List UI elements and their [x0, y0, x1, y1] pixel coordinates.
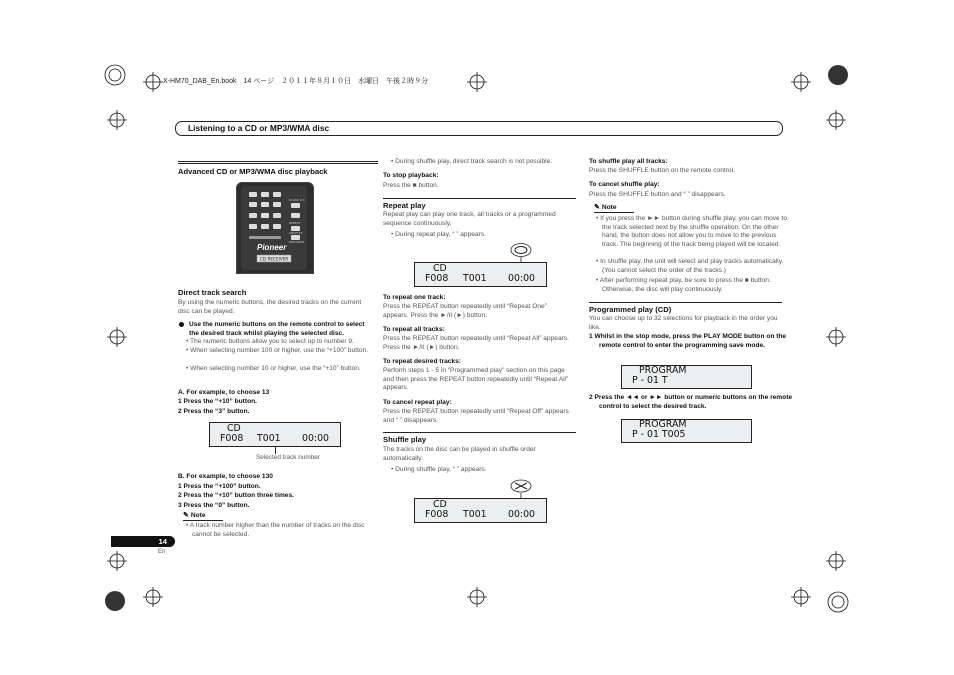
note-bullet-3-text: After performing repeat play, be sure to press the ■ button. Otherwise, the disc will play continuously. — [599, 277, 771, 293]
lcd-track: T001 — [257, 433, 281, 444]
lcd-display-direct — [209, 422, 341, 447]
bullet-2-text: When selecting number 100 or higher, use the “+100” button. — [190, 347, 369, 354]
pencil-note-icon: ✎ — [594, 204, 600, 211]
repeat-all-title: To repeat all tracks: — [383, 326, 445, 333]
page-language: En — [158, 549, 166, 555]
example-b-step-3: 3 Press the “0” button. — [178, 502, 250, 509]
lcd-display-program-a — [621, 365, 752, 389]
lcd-caption: Selected track number — [256, 454, 320, 461]
lcd-program-line2: P - 01 T005 — [632, 429, 686, 440]
note-title: Note — [601, 204, 617, 211]
chapter-header-bar — [175, 121, 783, 136]
lcd-folder: F008 — [425, 509, 449, 520]
lcd-folder: F008 — [425, 273, 449, 284]
stop-text: Press the ■ button. — [383, 182, 439, 189]
programmed-step-2: 2 Press the ◄◄ or ►► button or numeric buttons on the remote control to select the desired track. — [589, 394, 793, 410]
svg-text:SHUFFLE: SHUFFLE — [289, 231, 303, 235]
example-b-step-1: 1 Press the “+100” button. — [178, 483, 261, 490]
cancel-shuffle-text: Press the SHUFFLE button and “ ” disappears. — [589, 191, 726, 198]
shuffle-text: The tracks on the disc can be played in shuffle order automatically. — [383, 446, 536, 462]
lcd-folder: F008 — [220, 433, 244, 444]
programmed-rule — [589, 302, 782, 303]
section-rule-top2 — [178, 163, 378, 164]
shuffle-all-title: To shuffle play all tracks: — [589, 158, 668, 165]
note-title: Note — [190, 512, 206, 519]
bullet-1: • The numeric buttons allow you to select up to number 9. — [186, 338, 354, 345]
bullet-2: • When selecting number 100 or higher, use the “+100” button. — [186, 347, 369, 354]
lcd-time: 00:00 — [508, 509, 536, 520]
repeat-desired-title: To repeat desired tracks: — [383, 358, 461, 365]
svg-text:CD RECEIVER: CD RECEIVER — [260, 256, 289, 262]
repeat-indicator-icon — [509, 242, 533, 264]
repeat-title: Repeat play — [383, 201, 426, 210]
remote-control-illustration — [236, 182, 314, 274]
pencil-note-icon: ✎ — [183, 512, 189, 519]
shuffle-title: Shuffle play — [383, 435, 427, 444]
note-bullet-1-text: If you press the ►► button during shuffle play, you can move to the track selected next by the shuffle operation. On the other hand, the button does not allow you to move to the previous track. The beginning of the track being played will be located. — [600, 215, 788, 248]
bullet-3-text: When selecting number 10 or higher, use the “+10” button. — [190, 365, 361, 372]
example-b-title: B. For example, to choose 130 — [178, 473, 273, 480]
bullet-3: • When selecting number 10 or higher, use the “+10” button. — [186, 365, 361, 372]
bullet-1-text: The numeric buttons allow you to select up to number 9. — [190, 338, 354, 345]
shuffle-rule — [383, 432, 576, 433]
repeat-text: Repeat play can play one track, all tracks or a programmed sequence continuously. — [383, 211, 556, 227]
page-number-tab — [111, 536, 175, 547]
lcd-track: T001 — [463, 509, 487, 520]
note-bullet-2-text: In shuffle play, the unit will select and play tracks automatically. (You cannot select the order of the tracks.) — [600, 258, 784, 274]
use-numeric-instruction: Use the numeric buttons on the remote control to select the desired track whilst playing the selected disc. — [189, 321, 365, 337]
lcd-display-repeat — [414, 262, 547, 287]
cancel-shuffle-title: To cancel shuffle play: — [589, 181, 660, 188]
note-bullet-3: • After performing repeat play, be sure to press the ■ button. Otherwise, the disc will play continuously. — [596, 277, 771, 293]
lcd-time: 00:00 — [302, 433, 330, 444]
example-a-step-2: 2 Press the “3” button. — [178, 408, 250, 415]
file-info: X-HM70_DAB_En.book 14 ページ ２０１１年８月１０日 水曜日 午後２時９分 — [163, 78, 429, 85]
note-bullet-2: • In shuffle play, the unit will select and play tracks automatically. (You cannot select the order of the tracks.) — [596, 258, 784, 274]
example-b-step-2: 2 Press the “+10” button three times. — [178, 492, 294, 499]
repeat-bullet-text: During repeat play, “ ” appears. — [395, 231, 486, 238]
lcd-line1: CD — [433, 499, 447, 510]
section-title: Advanced CD or MP3/WMA disc playback — [178, 167, 328, 176]
shuffle-bullet-text: During shuffle play, “ ” appears. — [395, 466, 487, 473]
example-a-step-1: 1 Press the “+10” button. — [178, 398, 257, 405]
lcd-line1: CD — [433, 263, 447, 274]
lcd-program-line1: PROGRAM — [639, 419, 687, 430]
repeat-bullet: • During repeat play, “ ” appears. — [391, 231, 486, 238]
stop-title: To stop playback: — [383, 172, 439, 179]
chapter-title: Listening to a CD or MP3/WMA disc — [188, 123, 330, 133]
example-a-title: A. For example, to choose 13 — [178, 389, 270, 396]
shuffle-all-text: Press the SHUFFLE button on the remote control. — [589, 167, 735, 174]
svg-text:REPEAT: REPEAT — [289, 221, 301, 225]
direct-track-title: Direct track search — [178, 288, 247, 297]
programmed-title: Programmed play (CD) — [589, 305, 672, 314]
repeat-rule — [383, 198, 576, 199]
cancel-repeat-text: Press the REPEAT button repeatedly until “Repeat Off” appears and “ ” disappears. — [383, 408, 569, 424]
repeat-all-text: Press the REPEAT button repeatedly until “Repeat All” appears. Press the ►/II (►) button. — [383, 335, 569, 351]
lcd-display-shuffle — [414, 498, 547, 523]
programmed-step-1: 1 Whilst in the stop mode, press the PLAY MODE button on the remote control to enter the programming save mode. — [589, 333, 787, 349]
direct-track-intro: By using the numeric buttons, the desired tracks on the current disc can be played. — [178, 299, 362, 315]
repeat-desired-text: Perform steps 1 - 5 in “Programmed play” section on this page and then press the REPEAT button repeatedly until “Repeat All” appears. — [383, 367, 569, 392]
bullet-dot — [179, 322, 184, 327]
programmed-text: You can choose up to 32 selections for playback in the order you like. — [589, 315, 778, 331]
lcd-program-line1: PROGRAM — [639, 365, 687, 376]
note-rule — [183, 520, 223, 521]
remote-buttons — [237, 183, 313, 273]
caption-pointer — [275, 446, 276, 454]
lcd-display-program-b — [621, 419, 752, 443]
shuffle-direct-text: During shuffle play, direct track search is not possible. — [395, 158, 553, 165]
lcd-program-line2: P - 01 T — [632, 375, 668, 386]
svg-text:PROGRAM: PROGRAM — [289, 240, 305, 244]
note-rule-col3 — [594, 212, 634, 213]
lcd-track: T001 — [463, 273, 487, 284]
shuffle-bullet: • During shuffle play, “ ” appears. — [391, 466, 487, 473]
cancel-repeat-title: To cancel repeat play: — [383, 399, 452, 406]
lcd-time: 00:00 — [508, 273, 536, 284]
repeat-one-text: Press the REPEAT button repeatedly until “Repeat One” appears. Press the ►/II (►) button. — [383, 303, 547, 319]
lcd-line1: CD — [227, 423, 241, 434]
note-bullet-1: • If you press the ►► button during shuffle play, you can move to the track selected next by the shuffle operation. On the other hand, the button does not allow you to move to the previous track. The beginning of the track being played will be located. — [596, 215, 788, 248]
page-number: 14 — [158, 537, 167, 546]
shuffle-direct-note: • During shuffle play, direct track search is not possible. — [391, 158, 553, 165]
repeat-one-title: To repeat one track: — [383, 294, 446, 301]
note-text: A track number higher than the number of tracks on the disc cannot be selected. — [189, 522, 365, 538]
svg-text:CLASS 1/0: CLASS 1/0 — [289, 198, 305, 202]
svg-text:Pioneer: Pioneer — [257, 243, 287, 252]
note-bullet: • A track number higher than the number of tracks on the disc cannot be selected. — [186, 522, 365, 538]
section-rule-top — [178, 161, 378, 162]
